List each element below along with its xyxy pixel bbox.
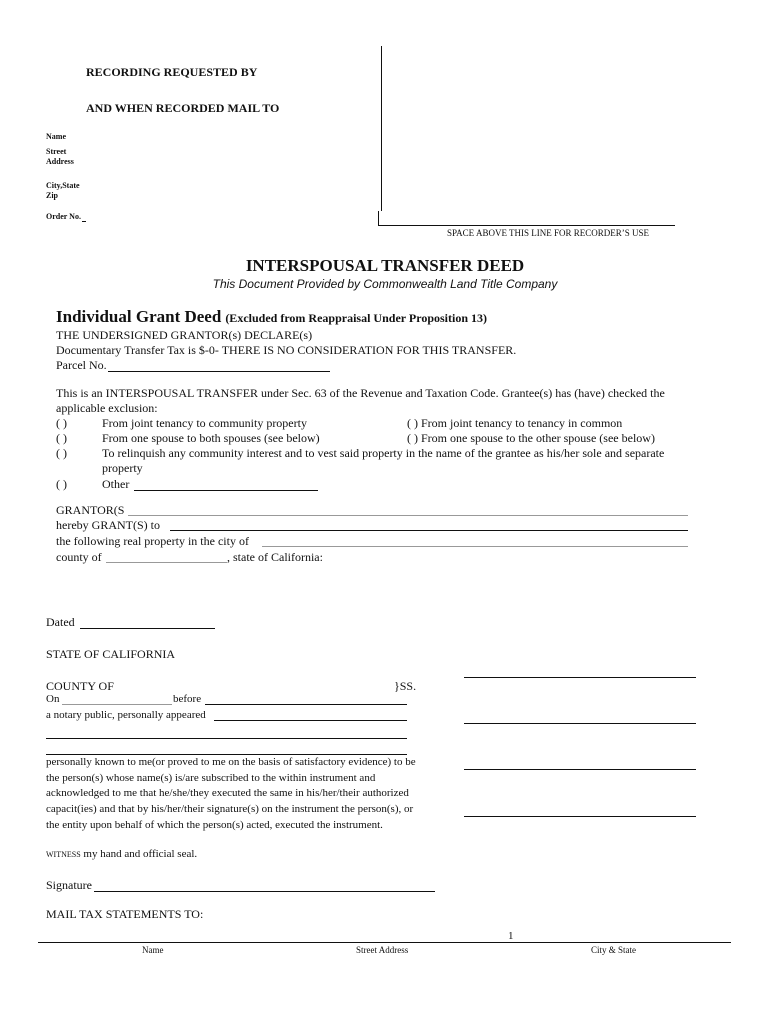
seal-line-3	[464, 769, 696, 770]
grant-deed-note: (Excluded from Reappraisal Under Proposition 13)	[225, 311, 487, 325]
checkbox-one-to-other[interactable]: ( ) From one spouse to the other spouse (see below)	[407, 431, 655, 445]
street-label: Street	[46, 147, 67, 156]
notary-statement-2: the person(s) whose name(s) is/are subscribed to the within instrument and	[46, 772, 376, 784]
notary-name-line-1[interactable]	[46, 738, 407, 739]
checkbox-joint-to-community[interactable]: ( )	[56, 416, 67, 430]
grantor-declares: THE UNDERSIGNED GRANTOR(s) DECLARE(s)	[56, 328, 313, 342]
order-number-label: Order No.	[46, 212, 81, 221]
order-number-field[interactable]	[82, 221, 86, 222]
witness-rest: my hand and official seal.	[83, 848, 198, 860]
name-label: Name	[46, 132, 66, 141]
mail-street-label: Street Address	[356, 945, 409, 955]
seal-line-4	[464, 816, 696, 817]
notary-statement-5: the entity upon behalf of which the person(s) acted, executed the instrument.	[46, 819, 383, 831]
grants-to-label: hereby GRANT(S) to	[56, 518, 160, 532]
header-vertical-tick	[378, 211, 379, 225]
checkbox-joint-to-common[interactable]: ( ) From joint tenancy to tenancy in common	[407, 416, 623, 430]
checkbox-other[interactable]: ( )	[56, 477, 67, 491]
ss-label: }SS.	[394, 679, 417, 693]
city-state-label: City,State	[46, 181, 80, 190]
exclusion-intro-cont: applicable exclusion:	[56, 401, 158, 415]
state-of-california-label: , state of California:	[227, 550, 323, 564]
seal-line-2	[464, 723, 696, 724]
notary-before-field[interactable]	[205, 704, 407, 705]
property-city-field[interactable]	[262, 546, 688, 547]
county-of-label: county of	[56, 550, 102, 564]
grantor-label: GRANTOR(S	[56, 503, 125, 517]
notary-state-label: STATE OF CALIFORNIA	[46, 647, 176, 661]
other-field[interactable]	[134, 489, 318, 491]
parcel-number-field[interactable]	[108, 370, 330, 372]
document-title: INTERSPOUSAL TRANSFER DEED	[245, 256, 525, 275]
mail-to-label: AND WHEN RECORDED MAIL TO	[86, 101, 280, 115]
page-mark: 1	[508, 930, 514, 942]
notary-name-line-2[interactable]	[46, 754, 407, 755]
mail-name-label: Name	[142, 945, 164, 955]
signature-label: Signature	[46, 878, 92, 892]
parcel-label: Parcel No.	[56, 358, 107, 372]
property-city-label: the following real property in the city of	[56, 534, 249, 548]
recording-requested-label: RECORDING REQUESTED BY	[86, 65, 258, 79]
notary-county-label: COUNTY OF	[46, 679, 114, 693]
notary-statement-4: capacit(ies) and that by his/her/their signature(s) on the instrument the person(s), or	[46, 803, 414, 815]
address-label: Address	[46, 157, 74, 166]
zip-label: Zip	[46, 191, 59, 200]
signature-field[interactable]	[94, 890, 435, 892]
recorder-space-label: SPACE ABOVE THIS LINE FOR RECORDER’S USE	[447, 228, 650, 238]
notary-before-label: before	[173, 693, 202, 705]
notary-appeared-label: a notary public, personally appeared	[46, 709, 206, 721]
transfer-tax-statement: Documentary Transfer Tax is $-0- THERE IS NO CONSIDERATION FOR THIS TRANSFER.	[56, 343, 517, 357]
notary-statement-1: personally known to me(or proved to me on the basis of satisfactory evidence) to be	[46, 756, 416, 768]
recorder-line	[378, 225, 675, 226]
witness-caps: WITNESS	[46, 850, 81, 859]
header-vertical-divider	[381, 46, 382, 211]
option-other: Other	[102, 477, 130, 491]
option-joint-to-community: From joint tenancy to community property	[102, 416, 307, 430]
grantor-field[interactable]	[128, 515, 688, 516]
option-relinquish-cont: property	[102, 461, 143, 475]
checkbox-one-to-both[interactable]: ( )	[56, 431, 67, 445]
grant-deed-heading	[56, 307, 487, 327]
witness-label	[46, 848, 197, 860]
grantee-field[interactable]	[170, 530, 688, 531]
notary-appeared-field[interactable]	[214, 720, 407, 721]
notary-date-field[interactable]	[62, 704, 172, 705]
checkbox-relinquish[interactable]: ( )	[56, 446, 67, 460]
dated-label: Dated	[46, 615, 75, 629]
option-one-to-both: From one spouse to both spouses (see below)	[102, 431, 320, 445]
mail-city-label: City & State	[591, 945, 636, 955]
notary-on-label: On	[46, 693, 60, 705]
dated-field[interactable]	[80, 627, 215, 629]
grant-deed-title: Individual Grant Deed	[56, 307, 222, 326]
mail-tax-heading: MAIL TAX STATEMENTS TO:	[46, 907, 204, 921]
exclusion-intro: This is an INTERSPOUSAL TRANSFER under Sec. 63 of the Revenue and Taxation Code. Grantee(s) has (have) checked the	[56, 386, 665, 400]
notary-statement-3: acknowledged to me that he/she/they executed the same in his/her/their authorized	[46, 787, 409, 799]
seal-line-1	[464, 677, 696, 678]
option-relinquish: To relinquish any community interest and to vest said property in the name of the grantee as his/her sole and separate	[102, 446, 665, 460]
document-subtitle: This Document Provided by Commonwealth Land Title Company	[212, 277, 558, 291]
county-field[interactable]	[106, 562, 227, 563]
mail-address-line[interactable]	[38, 942, 731, 943]
